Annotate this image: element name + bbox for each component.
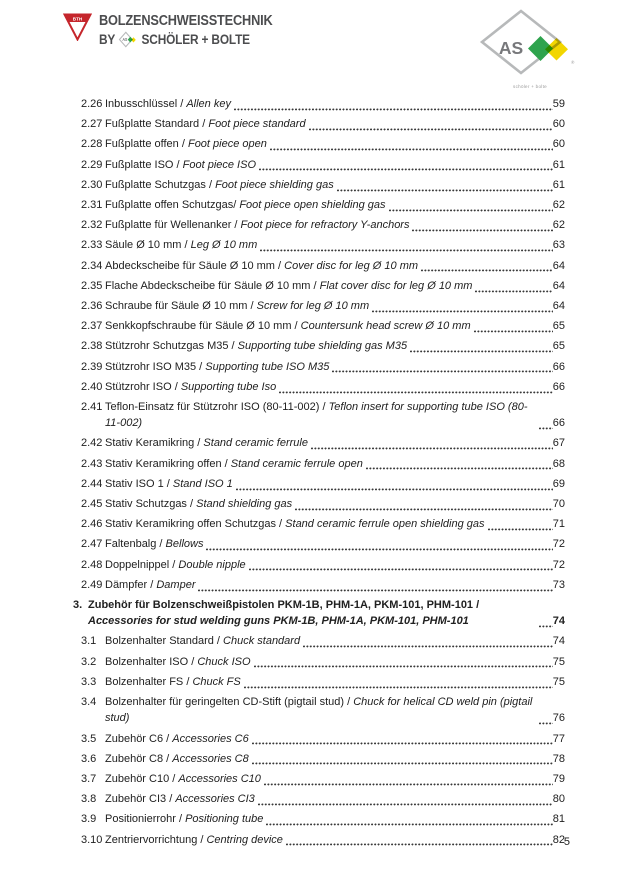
entry-number: 2.39 (81, 360, 103, 373)
entry-number: 2.34 (81, 259, 103, 272)
dot-leader (252, 740, 553, 745)
dot-leader (295, 506, 553, 511)
entry-title-german: Zubehör C10 / (105, 772, 179, 785)
dot-leader (421, 267, 553, 272)
entry-number: 2.27 (81, 118, 103, 131)
entry-title-german: Teflon-Einsatz für Stützrohr ISO (80-11-002) / (105, 401, 329, 414)
toc-entry[interactable] (81, 379, 565, 395)
toc-entry[interactable] (81, 435, 565, 451)
toc-entry[interactable] (81, 577, 565, 593)
entry-page-number: 62 (552, 199, 565, 212)
toc-entry[interactable] (81, 811, 565, 827)
entry-number: 3.8 (81, 793, 97, 806)
registered-mark: ® (571, 60, 575, 65)
entry-page-number: 61 (552, 158, 565, 171)
entry-title-german: Fußplatte für Wellenanker / (105, 219, 241, 232)
entry-title-english: Foot piece shielding gas (215, 178, 334, 191)
dot-leader (198, 587, 552, 592)
entry-title-english: Supporting tube shielding gas M35 (237, 340, 408, 353)
dot-leader (332, 368, 552, 373)
dot-leader (259, 166, 553, 171)
entry-title-english: Accessories CI3 (175, 793, 255, 806)
entry-title (105, 197, 386, 213)
entry-page-number: 73 (552, 578, 565, 591)
entry-page-number: 74 (552, 615, 565, 628)
entry-title-english: Countersunk head screw Ø 10 mm (300, 320, 471, 333)
toc-entry[interactable] (81, 197, 565, 213)
entry-title (105, 536, 203, 552)
toc-entry[interactable] (81, 832, 565, 848)
entry-number: 3. (73, 599, 83, 612)
entry-title-english: Stand ceramic ferrule open (230, 457, 363, 470)
dot-leader (309, 126, 553, 131)
toc-entry[interactable] (81, 674, 565, 690)
entry-title-english: Stand shielding gas (196, 498, 293, 511)
toc-entry[interactable] (81, 157, 565, 173)
bth-triangle-icon (63, 13, 92, 41)
entry-title-english: Supporting tube Iso (180, 380, 277, 393)
entry-title (105, 633, 300, 649)
toc-entry[interactable] (81, 516, 565, 532)
entry-number: 2.45 (81, 498, 103, 511)
entry-page-number: 64 (552, 259, 565, 272)
entry-number: 2.47 (81, 538, 103, 551)
as-label: AS (498, 38, 524, 58)
entry-title-english: Damper (156, 578, 196, 591)
dot-leader (206, 546, 552, 551)
entry-title-german: Zubehör C8 / (105, 752, 173, 765)
entry-page-number: 71 (552, 518, 565, 531)
entry-title (105, 476, 233, 492)
entry-title (105, 811, 263, 827)
entry-title-german: Stativ Keramikring / (105, 437, 204, 450)
entry-title-english: Foot piece ISO (182, 158, 257, 171)
toc-entry[interactable] (81, 258, 565, 274)
as-logo-tagline: schöler + bolte (513, 84, 547, 89)
entry-title (105, 237, 257, 253)
entry-title-english: Chuck standard (223, 635, 301, 648)
entry-title-german: Faltenbalg / (105, 538, 166, 551)
entry-title (105, 116, 306, 132)
entry-title-german: Schraube für Säule Ø 10 mm / (105, 300, 257, 313)
entry-number: 2.44 (81, 477, 103, 490)
dot-leader (366, 465, 553, 470)
page-number: 5 (563, 836, 570, 848)
entry-page-number: 64 (552, 279, 565, 292)
entry-title-german: Stativ Keramikring offen Schutzgas / (105, 518, 286, 531)
dot-leader (264, 781, 553, 786)
entry-title-german: Dämpfer / (105, 578, 157, 591)
entry-number: 2.37 (81, 320, 103, 333)
entry-number: 2.49 (81, 578, 103, 591)
entry-page-number: 65 (552, 340, 565, 353)
entry-title (105, 318, 471, 334)
entry-title-german: Doppelnippel / (105, 558, 179, 571)
dot-leader (258, 801, 553, 806)
toc-entry[interactable] (81, 278, 565, 294)
entry-title (105, 359, 329, 375)
entry-title-german: Fußplatte ISO / (105, 158, 183, 171)
entry-title-german: Bolzenhalter Standard / (105, 635, 224, 648)
entry-title-english: Chuck FS (192, 675, 241, 688)
entry-page-number: 66 (552, 380, 565, 393)
entry-page-number: 68 (552, 457, 565, 470)
entry-page-number: 60 (552, 138, 565, 151)
entry-title-german: Stativ Keramikring offen / (105, 457, 231, 470)
mini-as-label: AS (122, 36, 128, 43)
entry-title-english: Centring device (206, 833, 283, 846)
entry-title-english: Accessories C10 (178, 772, 261, 785)
entry-number: 2.29 (81, 158, 103, 171)
entry-title (105, 496, 292, 512)
entry-title-german: Stativ Schutzgas / (105, 498, 197, 511)
as-logo (478, 8, 582, 89)
dot-leader (252, 760, 553, 765)
brand-subtitle (99, 31, 273, 48)
entry-title-german: Säule Ø 10 mm / (105, 239, 191, 252)
entry-number: 3.3 (81, 675, 97, 688)
dot-leader (474, 328, 553, 333)
toc-entry[interactable] (81, 399, 565, 431)
dot-leader (412, 227, 552, 232)
entry-page-number: 72 (552, 558, 565, 571)
brand-logo (63, 13, 296, 48)
entry-title (105, 338, 407, 354)
entry-title-german: Fußplatte Schutzgas / (105, 178, 216, 191)
entry-title-german: Zubehör für Bolzenschweißpistolen PKM-1B, PHM-1A, PKM-101, PHM-101 / (88, 599, 480, 612)
entry-title-english: Positioning tube (185, 813, 264, 826)
dot-leader (389, 207, 553, 212)
entry-title-english: Accessories for stud welding guns PKM-1B, PHM-1A, PKM-101, PHM-101 (88, 615, 469, 628)
brand-company-label: SCHÖLER + BOLTE (141, 32, 250, 47)
entry-title-german: Stützrohr Schutzgas M35 / (105, 340, 238, 353)
entry-title-german: Fußplatte offen / (105, 138, 188, 151)
entry-title (105, 694, 536, 726)
entry-number: 2.38 (81, 340, 103, 353)
entry-number: 3.2 (81, 655, 97, 668)
entry-title-english: Accessories C6 (172, 732, 249, 745)
toc-entry[interactable] (73, 597, 565, 629)
entry-page-number: 75 (552, 655, 565, 668)
entry-title-english: Foot piece open shielding gas (239, 199, 386, 212)
entry-title-german: Zentriervorrichtung / (105, 833, 207, 846)
entry-title (105, 557, 246, 573)
entry-page-number: 64 (552, 300, 565, 313)
entry-page-number: 78 (552, 752, 565, 765)
dot-leader (254, 663, 553, 668)
entry-title (105, 379, 276, 395)
dot-leader (410, 348, 553, 353)
entry-title-german: Stützrohr ISO M35 / (105, 360, 206, 373)
entry-title-german: Zubehör C6 / (105, 732, 173, 745)
entry-title (105, 96, 231, 112)
toc-entry[interactable] (81, 338, 565, 354)
brand-by-label: BY (99, 32, 116, 47)
toc-entry[interactable] (81, 496, 565, 512)
entry-page-number: 81 (552, 813, 565, 826)
toc-entry[interactable] (81, 456, 565, 472)
entry-title-english: Stand ceramic ferrule (203, 437, 308, 450)
toc-entry[interactable] (81, 116, 565, 132)
entry-title-english: Foot piece open (187, 138, 267, 151)
entry-page-number: 74 (552, 635, 565, 648)
entry-title (105, 516, 485, 532)
toc-entry[interactable] (81, 177, 565, 193)
entry-page-number: 76 (552, 712, 565, 725)
toc-entry[interactable] (81, 731, 565, 747)
entry-title (105, 399, 536, 431)
entry-title-german: Bolzenhalter für geringelten CD-Stift (pigtail stud) / (105, 696, 354, 709)
dot-leader (303, 643, 553, 648)
dot-leader (539, 623, 553, 628)
entry-page-number: 70 (552, 498, 565, 511)
entry-title (105, 731, 249, 747)
entry-page-number: 66 (552, 417, 565, 430)
entry-title (105, 456, 363, 472)
entry-page-number: 66 (552, 360, 565, 373)
entry-page-number: 72 (552, 538, 565, 551)
entry-number: 2.43 (81, 457, 103, 470)
entry-page-number: 67 (552, 437, 565, 450)
toc-entry[interactable] (81, 359, 565, 375)
entry-number: 2.40 (81, 380, 103, 393)
toc-entry[interactable] (81, 298, 565, 314)
entry-title-english: Foot piece standard (208, 118, 306, 131)
entry-title-english: Double nipple (178, 558, 246, 571)
entry-title-german: Bolzenhalter FS / (105, 675, 193, 688)
entry-title (105, 435, 308, 451)
dot-leader (539, 720, 553, 725)
toc-entry[interactable] (81, 771, 565, 787)
entry-title-german: Senkkopfschraube für Säule Ø 10 mm / (105, 320, 301, 333)
dot-leader (279, 389, 553, 394)
entry-page-number: 63 (552, 239, 565, 252)
toc-entry[interactable] (81, 237, 565, 253)
entry-title (105, 298, 369, 314)
entry-number: 2.42 (81, 437, 103, 450)
toc-entry[interactable] (81, 217, 565, 233)
toc-entry[interactable] (81, 536, 565, 552)
entry-number: 2.33 (81, 239, 103, 252)
entry-title (88, 597, 536, 629)
entry-number: 3.10 (81, 833, 103, 846)
entry-title-english: Supporting tube ISO M35 (205, 360, 330, 373)
entry-page-number: 77 (552, 732, 565, 745)
entry-number: 3.5 (81, 732, 97, 745)
entry-number: 2.31 (81, 199, 103, 212)
entry-title-english: Flat cover disc for leg Ø 10 mm (319, 279, 473, 292)
entry-title-german: Inbusschlüssel / (105, 98, 187, 110)
entry-number: 2.26 (81, 98, 103, 110)
toc-entry[interactable] (81, 694, 565, 726)
toc-entry[interactable] (81, 751, 565, 767)
entry-title (105, 751, 249, 767)
entry-title (105, 157, 256, 173)
entry-number: 2.32 (81, 219, 103, 232)
bth-label: BTH (72, 16, 83, 22)
entry-page-number: 59 (552, 98, 565, 110)
dot-leader (234, 106, 553, 111)
entry-number: 3.1 (81, 635, 97, 648)
entry-title (105, 654, 251, 670)
toc-entry[interactable] (81, 633, 565, 649)
toc-entry[interactable] (81, 136, 565, 152)
entry-title-english: Chuck for helical CD weld pin (pigtail stud) (105, 696, 533, 725)
dot-leader (270, 146, 553, 151)
entry-title (105, 832, 283, 848)
entry-page-number: 75 (552, 675, 565, 688)
as-diamond-icon (478, 8, 582, 78)
entry-page-number: 61 (552, 178, 565, 191)
dot-leader (539, 425, 553, 430)
dot-leader (475, 288, 552, 293)
entry-title (105, 217, 409, 233)
entry-page-number: 60 (552, 118, 565, 131)
dot-leader (337, 187, 553, 192)
dot-leader (260, 247, 553, 252)
dot-leader (286, 841, 553, 846)
entry-number: 2.41 (81, 401, 103, 414)
entry-title-english: Chuck ISO (197, 655, 251, 668)
entry-title (105, 278, 472, 294)
entry-title-english: Stand ISO 1 (172, 477, 233, 490)
entry-title-english: Cover disc for leg Ø 10 mm (284, 259, 419, 272)
entry-title-english: Accessories C8 (172, 752, 249, 765)
toc-entry[interactable] (81, 476, 565, 492)
mini-as-diamond-icon (119, 31, 138, 48)
entry-title-english: Leg Ø 10 mm (190, 239, 258, 252)
entry-number: 3.4 (81, 696, 97, 709)
entry-title (105, 577, 195, 593)
entry-title-german: Abdeckscheibe für Säule Ø 10 mm / (105, 259, 285, 272)
entry-number: 2.46 (81, 518, 103, 531)
entry-title-german: Stützrohr ISO / (105, 380, 181, 393)
entry-title (105, 674, 241, 690)
entry-number: 3.6 (81, 752, 97, 765)
entry-title-english: Allen key (186, 98, 231, 110)
entry-page-number: 69 (552, 477, 565, 490)
entry-title-english: Screw for leg Ø 10 mm (256, 300, 370, 313)
dot-leader (488, 526, 553, 531)
entry-page-number: 80 (552, 793, 565, 806)
entry-title-german: Positionierrohr / (105, 813, 186, 826)
dot-leader (249, 566, 553, 571)
entry-page-number: 62 (552, 219, 565, 232)
entry-title-german: Flache Abdeckscheibe für Säule Ø 10 mm / (105, 279, 320, 292)
entry-number: 2.28 (81, 138, 103, 151)
entry-number: 3.7 (81, 772, 97, 785)
table-of-contents (73, 96, 565, 852)
entry-page-number: 82 (552, 833, 565, 846)
dot-leader (244, 684, 553, 689)
entry-title (105, 258, 418, 274)
entry-title (105, 771, 261, 787)
brand-title: BOLZENSCHWEISSTECHNIK (99, 13, 273, 29)
entry-title-german: Zubehör CI3 / (105, 793, 176, 806)
dot-leader (266, 821, 552, 826)
entry-number: 2.35 (81, 279, 103, 292)
entry-title-english: Bellows (165, 538, 204, 551)
entry-title (105, 177, 334, 193)
entry-title (105, 791, 255, 807)
entry-number: 2.36 (81, 300, 103, 313)
dot-leader (372, 308, 553, 313)
entry-title-german: Stativ ISO 1 / (105, 477, 173, 490)
toc-entry[interactable] (81, 791, 565, 807)
entry-page-number: 65 (552, 320, 565, 333)
entry-number: 2.48 (81, 558, 103, 571)
dot-leader (311, 445, 553, 450)
dot-leader (236, 486, 553, 491)
brand-text (99, 13, 273, 48)
entry-title-german: Fußplatte Standard / (105, 118, 209, 131)
entry-title (105, 136, 267, 152)
entry-title-english: Stand ceramic ferrule open shielding gas (285, 518, 485, 531)
entry-number: 2.30 (81, 178, 103, 191)
toc-entry[interactable] (81, 318, 565, 334)
entry-number: 3.9 (81, 813, 97, 826)
toc-entry[interactable] (81, 96, 565, 112)
entry-title-english: Foot piece for refractory Y-anchors (240, 219, 410, 232)
entry-title-german: Bolzenhalter ISO / (105, 655, 198, 668)
toc-entry[interactable] (81, 557, 565, 573)
entry-title-english: Teflon insert for supporting tube ISO (80-11-002) (105, 401, 528, 430)
entry-page-number: 79 (552, 772, 565, 785)
toc-entry[interactable] (81, 654, 565, 670)
entry-title-german: Fußplatte offen Schutzgas/ (105, 199, 240, 212)
